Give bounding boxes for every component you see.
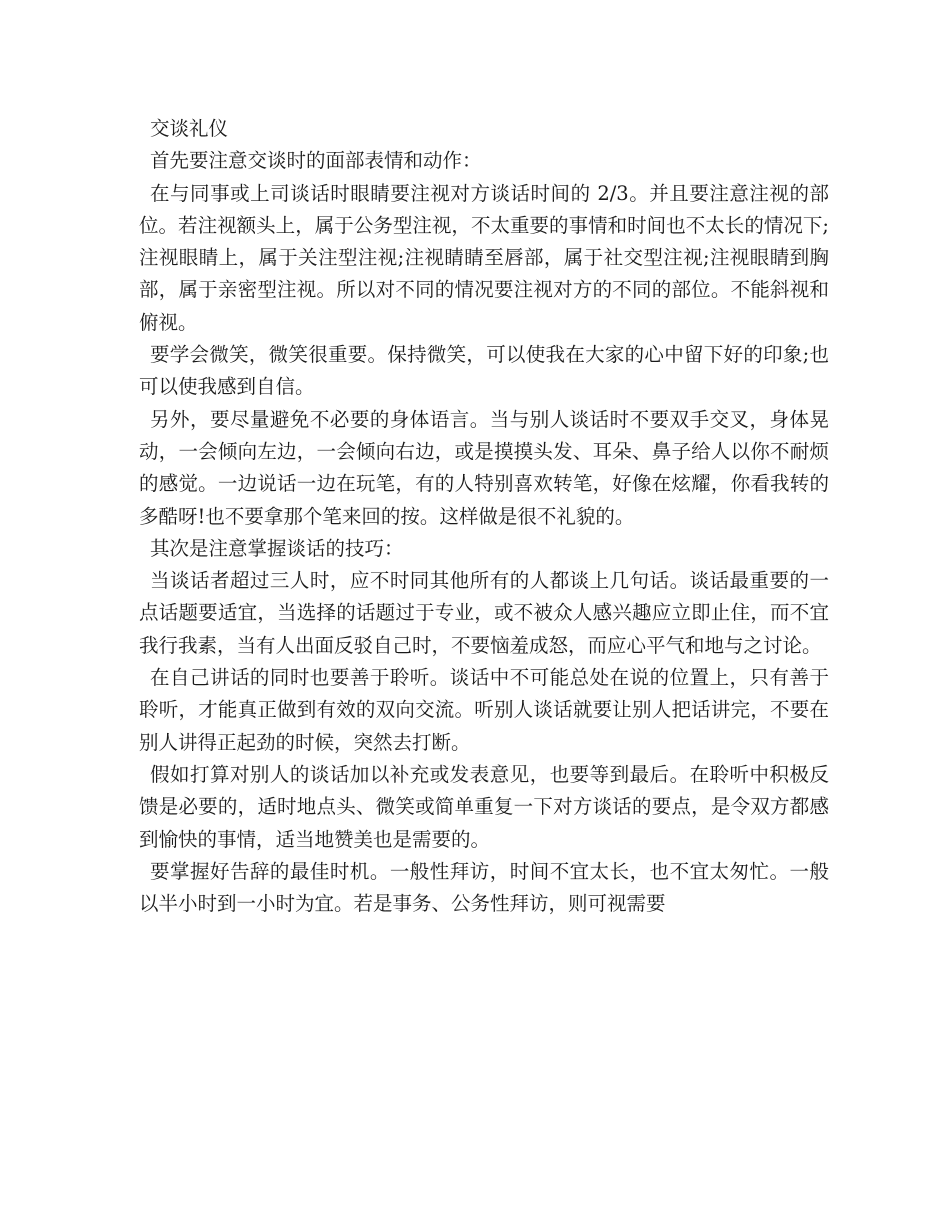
paragraph-1: 首先要注意交谈时的面部表情和动作： bbox=[150, 149, 482, 173]
paragraph-7: 在自己讲话的同时也要善于聆听。谈话中不可能总处在说的位置上，只有善于聆听，才能真正做到有效的双向交流。听别人谈话就要让别人把话讲完，不要在别人讲得正起劲的时候，突然去打断。 bbox=[139, 666, 829, 754]
paragraph-5: 其次是注意掌握谈话的技巧： bbox=[150, 536, 404, 560]
paragraph-6: 当谈话者超过三人时，应不时同其他所有的人都谈上几句话。谈话最重要的一点话题要适宜，当选择的话题过于专业，或不被众人感兴趣应立即止住，而不宜我行我素，当有人出面反驳自己时，不要恼羞成怒，而应心平气和地与之讨论。 bbox=[139, 569, 829, 657]
paragraph-2: 在与同事或上司谈话时眼睛要注视对方谈话时间的 2/3。并且要注意注视的部位。若注视额头上，属于公务型注视，不太重要的事情和时间也不太长的情况下;注视眼睛上，属于关注型注视;注视睛睛至唇部，属于社交型注视;注视眼睛到胸部，属于亲密型注视。所以对不同的情况要注视对方的不同的部位。不能斜视和俯视。 bbox=[139, 181, 829, 334]
paragraph-8: 假如打算对别人的谈话加以补充或发表意见，也要等到最后。在聆听中积极反馈是必要的，适时地点头、微笑或简单重复一下对方谈话的要点，是令双方都感到愉快的事情，适当地赞美也是需要的。 bbox=[139, 762, 829, 851]
paragraph-3: 要学会微笑，微笑很重要。保持微笑，可以使我在大家的心中留下好的印象;也可以使我感到自信。 bbox=[139, 343, 829, 399]
document-body bbox=[139, 113, 829, 920]
paragraph-9: 要掌握好告辞的最佳时机。一般性拜访，时间不宜太长，也不宜太匆忙。一般以半小时到一小时为宜。若是事务、公务性拜访，则可视需要 bbox=[139, 859, 829, 916]
paragraph-4: 另外，要尽量避免不必要的身体语言。当与别人谈话时不要双手交叉，身体晃动，一会倾向左边，一会倾向右边，或是摸摸头发、耳朵、鼻子给人以你不耐烦的感觉。一边说话一边在玩笔，有的人特别喜欢转笔，好像在炫耀，你看我转的多酷呀!也不要拿那个笔来回的按。这样做是很不礼貌的。 bbox=[139, 407, 829, 528]
document-title: 交谈礼仪 bbox=[150, 117, 229, 140]
